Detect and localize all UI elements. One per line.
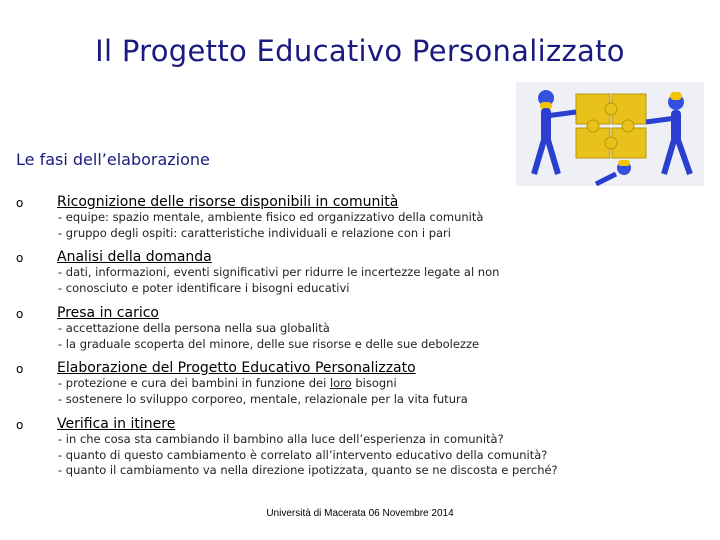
item-details bbox=[58, 321, 479, 352]
bullet: o bbox=[16, 196, 24, 210]
item-heading: Elaborazione del Progetto Educativo Personalizzato bbox=[57, 360, 416, 376]
item-details bbox=[58, 432, 558, 479]
bullet: o bbox=[16, 307, 24, 321]
item-heading: Verifica in itinere bbox=[57, 416, 176, 432]
item-line: - gruppo degli ospiti: caratteristiche individuali e relazione con i pari bbox=[58, 225, 451, 240]
page-title: Il Progetto Educativo Personalizzato bbox=[95, 34, 625, 68]
item-line: - in che cosa sta cambiando il bambino alla luce dell’esperienza in comunità? bbox=[58, 432, 504, 446]
section-subtitle: Le fasi dell’elaborazione bbox=[16, 150, 210, 169]
bullet: o bbox=[16, 362, 24, 376]
item-line: - accettazione della persona nella sua globalità bbox=[58, 321, 330, 335]
item-line: - quanto il cambiamento va nella direzione ipotizzata, quanto se ne discosta e perché? bbox=[58, 463, 558, 477]
item-line: - la graduale scoperta del minore, delle sue risorse e delle sue debolezze bbox=[58, 336, 480, 351]
item-line: - dati, informazioni, eventi significativi per ridurre le incertezze legate al non bbox=[58, 265, 500, 279]
item-details bbox=[58, 265, 499, 296]
bullet: o bbox=[16, 418, 24, 432]
item-heading: Analisi della domanda bbox=[57, 249, 212, 265]
bullet: o bbox=[16, 251, 24, 265]
item-line-part: bisogni bbox=[351, 376, 397, 390]
item-heading: Ricognizione delle risorse disponibili in comunità bbox=[57, 194, 399, 210]
item-heading: Presa in carico bbox=[57, 305, 159, 321]
item-details bbox=[58, 210, 483, 241]
item-line bbox=[58, 376, 468, 392]
puzzle-people-illustration bbox=[516, 82, 704, 186]
item-line-underlined: loro bbox=[329, 376, 352, 390]
item-line: - quanto di questo cambiamento è correlato all’intervento educativo della comunità? bbox=[58, 447, 548, 462]
item-line-part: - protezione e cura dei bambini in funzione dei bbox=[58, 376, 330, 390]
footer: Università di Macerata 06 Novembre 2014 bbox=[266, 508, 454, 519]
item-line: - sostenere lo sviluppo corporeo, mentale, relazionale per la vita futura bbox=[58, 391, 468, 406]
item-line: - equipe: spazio mentale, ambiente fisico ed organizzativo della comunità bbox=[58, 210, 484, 224]
item-details bbox=[58, 376, 468, 407]
item-line: - conosciuto e poter identificare i bisogni educativi bbox=[58, 280, 350, 295]
